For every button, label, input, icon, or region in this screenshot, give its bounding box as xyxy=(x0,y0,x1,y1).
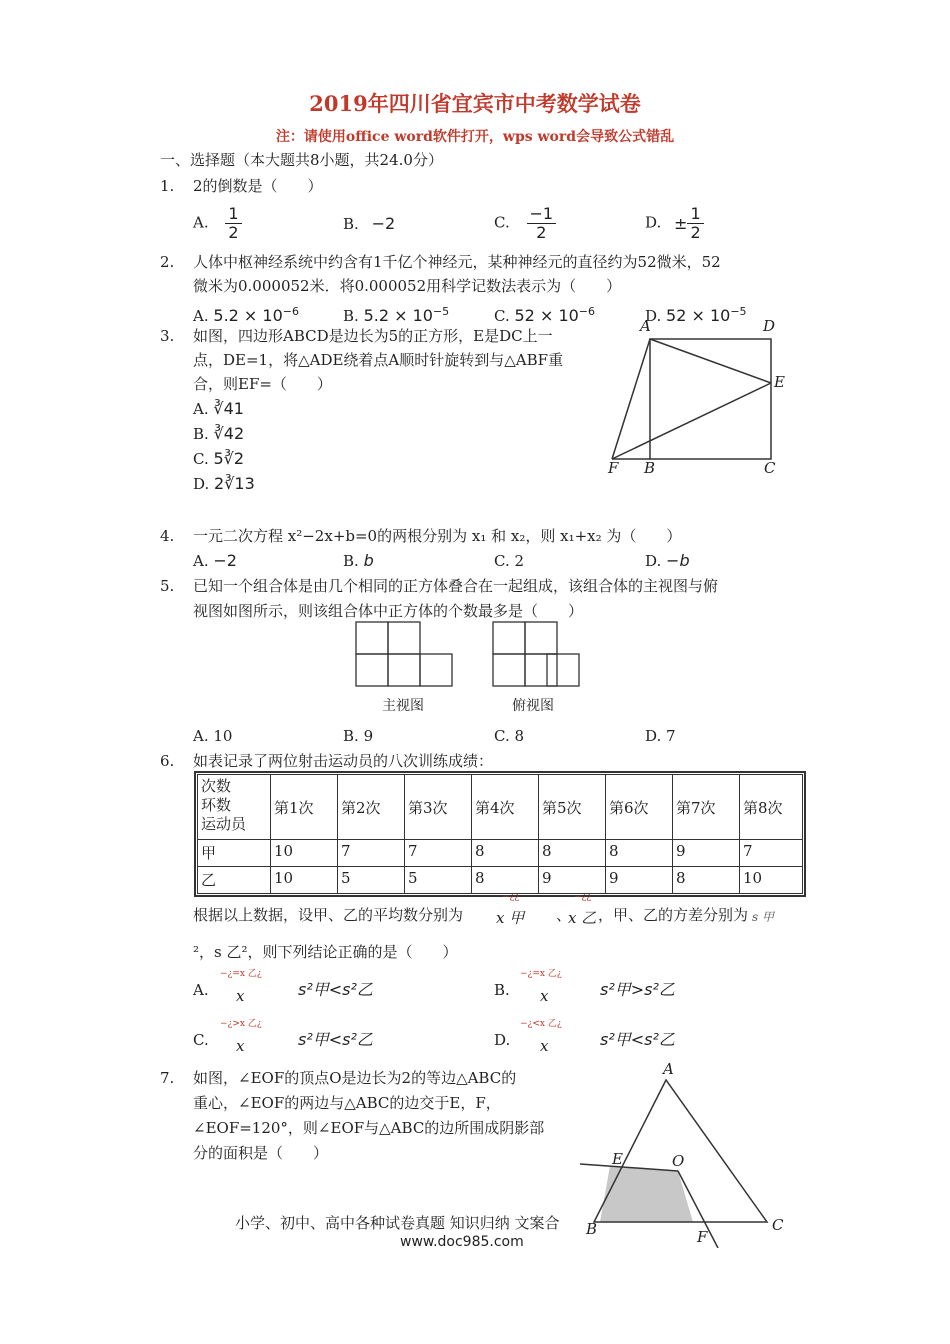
label-b: B xyxy=(586,1220,598,1238)
mean-jia: x 甲 xyxy=(496,909,525,927)
q5-line2: 视图如图所示，则该组合体中正方体的个数最多是（ ） xyxy=(193,602,584,620)
option-value: −2 xyxy=(371,214,396,233)
table-header: 第1次 xyxy=(271,775,338,840)
q6-option-c xyxy=(193,1028,209,1052)
option-exponent: −5 xyxy=(730,305,747,318)
label-o: O xyxy=(672,1152,685,1170)
option-relation: s²甲>s²乙 xyxy=(600,980,675,999)
table-cell: 8 xyxy=(472,840,539,867)
q7-line3: ∠EOF=120°，则∠EOF与△ABC的边所围成阴影部 xyxy=(193,1119,545,1137)
q5-views-figure xyxy=(350,618,580,718)
segment-af xyxy=(612,339,650,459)
q6-text1: 根据以上数据，设甲、乙的平均数分别为 xyxy=(193,906,464,924)
option-label: C. xyxy=(494,727,510,745)
q3-line2: 点，DE=1，将△ADE绕着点A顺时针旋转到与△ABF重 xyxy=(193,351,564,369)
q4-option-a xyxy=(193,549,237,573)
q1-option-d xyxy=(645,205,704,245)
q1-option-a xyxy=(193,205,242,245)
option-label: A. xyxy=(193,213,209,232)
table-row xyxy=(198,840,803,867)
table-cell: 9 xyxy=(539,867,606,894)
option-value: ∛42 xyxy=(213,424,245,443)
q7-number: 7. xyxy=(160,1069,175,1087)
option-value: 7 xyxy=(666,727,676,745)
option-label: C. xyxy=(193,1031,209,1049)
table-cell: 5 xyxy=(405,867,472,894)
q5-number: 5. xyxy=(160,577,175,595)
q5-option-d xyxy=(645,724,676,748)
option-value: 8 xyxy=(514,727,525,745)
table-cell: 8 xyxy=(472,867,539,894)
q1-stem: 2的倒数是（ ） xyxy=(193,177,323,195)
corner-label: 运动员 xyxy=(201,815,247,833)
option-label: D. xyxy=(645,552,662,570)
table-header: 第7次 xyxy=(673,775,740,840)
q5-option-c xyxy=(494,724,524,748)
q6-text2: ，甲、乙的方差分别为 xyxy=(598,906,749,924)
corner-label: 环数 xyxy=(201,796,232,814)
segment-fe xyxy=(612,383,771,459)
separator: 、 xyxy=(556,906,572,924)
q3-option-b xyxy=(193,422,244,446)
numerator: 1 xyxy=(687,205,703,224)
label-f: F xyxy=(697,1228,708,1246)
table-cell: 10 xyxy=(271,867,338,894)
option-mean: x xyxy=(236,987,245,1005)
option-label: A. xyxy=(193,552,209,570)
option-label: B. xyxy=(343,727,359,745)
option-value: 2 xyxy=(514,552,525,570)
option-label: A. xyxy=(193,400,209,418)
top-view-label: 俯视图 xyxy=(512,698,554,714)
table-cell: 7 xyxy=(338,840,405,867)
option-value: 10 xyxy=(213,727,233,745)
option-label: A. xyxy=(193,981,209,999)
option-value: 9 xyxy=(363,727,374,745)
option-label: B. xyxy=(494,981,510,999)
table-header: 第6次 xyxy=(606,775,673,840)
option-exponent: −6 xyxy=(578,305,596,318)
footer-text: 小学、初中、高中各种试卷真题 知识归纳 文案合 xyxy=(235,1214,560,1232)
corner-label: 次数 xyxy=(201,777,232,795)
q3-number: 3. xyxy=(160,327,175,345)
garbled-mark: −¿¿ xyxy=(574,892,592,902)
q6-option-d xyxy=(494,1028,510,1052)
option-mean: x xyxy=(236,1037,245,1055)
variance-jia: s 甲 xyxy=(752,910,774,924)
option-label: C. xyxy=(494,307,510,325)
square-abcd xyxy=(650,339,771,459)
plus-minus: ± xyxy=(674,213,688,233)
q3-option-c xyxy=(193,447,244,471)
table-cell: 7 xyxy=(740,840,803,867)
table-row xyxy=(198,867,803,894)
option-label: B. xyxy=(343,307,359,325)
table-header-row xyxy=(198,775,803,840)
q5-option-b xyxy=(343,724,373,748)
numerator: −1 xyxy=(527,205,557,224)
q7-line4: 分的面积是（ ） xyxy=(193,1144,329,1162)
table-cell: 8 xyxy=(539,840,606,867)
option-value: ∛41 xyxy=(213,399,244,418)
q3-line3: 合，则EF=（ ） xyxy=(193,375,332,393)
option-relation: s²甲<s²乙 xyxy=(600,1030,675,1049)
q6-option-b xyxy=(494,978,510,1002)
q5-line1: 已知一个组合体是由几个相同的正方体叠合在一起组成，该组合体的主视图与俯 xyxy=(193,577,719,595)
top-view xyxy=(493,622,579,686)
q3-option-d xyxy=(193,472,255,496)
q6-option-a xyxy=(193,978,209,1002)
athlete-name: 乙 xyxy=(198,867,271,894)
table-cell: 10 xyxy=(740,867,803,894)
option-label: D. xyxy=(193,475,210,493)
garbled-mark: −¿¿ xyxy=(502,892,520,902)
option-base: 5.2 × 10 xyxy=(213,306,283,325)
label-f: F xyxy=(608,459,619,477)
q6-stem: 如表记录了两位射击运动员的八次训练成绩： xyxy=(193,752,494,770)
front-view xyxy=(356,622,452,686)
q2-number: 2. xyxy=(160,253,175,271)
q3-line1: 如图，四边形ABCD是边长为5的正方形，E是DC上一 xyxy=(193,327,553,345)
denominator: 2 xyxy=(228,223,239,242)
format-note: 注：请使用office word软件打开，wps word会导致公式错乱 xyxy=(275,129,675,145)
option-value: b xyxy=(363,551,374,570)
page-title: 2019年四川省宜宾市中考数学试卷 xyxy=(309,91,641,116)
option-mean: x xyxy=(540,987,549,1005)
option-label: C. xyxy=(494,552,510,570)
option-label: D. xyxy=(645,727,662,745)
option-value: −b xyxy=(666,551,690,570)
option-label: C. xyxy=(193,450,209,468)
option-base: 52 × 10 xyxy=(666,306,731,325)
mean-yi: x 乙 xyxy=(568,909,597,927)
q4-option-d xyxy=(645,549,690,573)
option-value: 2∛13 xyxy=(214,474,255,493)
option-label: B. xyxy=(343,215,359,233)
option-base: 5.2 × 10 xyxy=(363,306,433,325)
label-a: A xyxy=(663,1060,674,1078)
option-compare: −¿=x 乙¿ xyxy=(520,969,562,979)
option-relation: s²甲<s²乙 xyxy=(298,1030,373,1049)
option-label: A. xyxy=(193,307,209,325)
option-exponent: −5 xyxy=(432,305,450,318)
q7-triangle-figure xyxy=(580,1058,790,1248)
table-header: 第4次 xyxy=(472,775,539,840)
front-view-label: 主视图 xyxy=(382,698,424,714)
option-value: −2 xyxy=(213,551,237,570)
footer-url[interactable]: www.doc985.com xyxy=(400,1234,524,1250)
option-compare: −¿<x 乙¿ xyxy=(520,1019,562,1029)
label-a: A xyxy=(640,317,651,335)
q2-line1: 人体中枢神经系统中约含有1千亿个神经元，某种神经元的直径约为52微米，52 xyxy=(193,253,721,271)
table-header: 第2次 xyxy=(338,775,405,840)
q4-option-c xyxy=(494,549,524,573)
option-label: D. xyxy=(645,307,662,325)
option-value: 5∛2 xyxy=(213,449,245,468)
option-label: D. xyxy=(494,1031,511,1049)
score-table xyxy=(197,774,803,894)
table-cell: 9 xyxy=(673,840,740,867)
q1-option-b xyxy=(343,212,395,236)
q3-option-a xyxy=(193,397,244,421)
option-relation: s²甲<s²乙 xyxy=(298,980,373,999)
q4-stem: 一元二次方程 x²−2x+b=0的两根分别为 x₁ 和 x₂，则 x₁+x₂ 为（ ） xyxy=(193,527,682,545)
table-corner-cell xyxy=(198,775,271,840)
numerator: 1 xyxy=(225,205,241,224)
label-d: D xyxy=(763,317,776,335)
label-c: C xyxy=(772,1216,784,1234)
score-table-frame xyxy=(194,771,806,897)
q1-option-c xyxy=(494,205,556,245)
athlete-name: 甲 xyxy=(198,840,271,867)
option-label: C. xyxy=(494,213,510,232)
q2-line2: 微米为0.000052米．将0.000052用科学记数法表示为（ ） xyxy=(193,277,622,295)
option-compare: −¿=x 乙¿ xyxy=(220,969,262,979)
label-e: E xyxy=(774,373,785,391)
table-header: 第8次 xyxy=(740,775,803,840)
option-label: A. xyxy=(193,727,209,745)
option-mean: x xyxy=(540,1037,549,1055)
segment-ae xyxy=(650,339,771,383)
table-cell: 8 xyxy=(673,867,740,894)
option-base: 52 × 10 xyxy=(514,306,579,325)
option-label: B. xyxy=(193,425,209,443)
label-e: E xyxy=(612,1150,623,1168)
q6-line2: ²，s 乙²，则下列结论正确的是（ ） xyxy=(193,943,458,961)
q7-line1: 如图，∠EOF的顶点O是边长为2的等边△ABC的 xyxy=(193,1069,517,1087)
option-label: B. xyxy=(343,552,359,570)
table-cell: 10 xyxy=(271,840,338,867)
q1-number: 1. xyxy=(160,177,175,195)
table-cell: 7 xyxy=(405,840,472,867)
table-header: 第3次 xyxy=(405,775,472,840)
table-cell: 9 xyxy=(606,867,673,894)
q6-number: 6. xyxy=(160,752,175,770)
option-exponent: −6 xyxy=(282,305,299,318)
option-compare: −¿>x 乙¿ xyxy=(220,1019,262,1029)
q3-square-figure xyxy=(600,315,800,480)
option-label: D. xyxy=(645,213,662,232)
section-heading: 一、选择题（本大题共8小题，共24.0分） xyxy=(160,151,443,169)
q4-number: 4. xyxy=(160,527,175,545)
q4-option-b xyxy=(343,549,374,573)
table-header: 第5次 xyxy=(539,775,606,840)
table-cell: 5 xyxy=(338,867,405,894)
label-b: B xyxy=(644,459,656,477)
denominator: 2 xyxy=(536,223,547,242)
table-cell: 8 xyxy=(606,840,673,867)
q7-line2: 重心，∠EOF的两边与△ABC的边交于E，F， xyxy=(193,1094,501,1112)
q5-option-a xyxy=(193,724,232,748)
denominator: 2 xyxy=(690,223,701,242)
label-c: C xyxy=(764,459,776,477)
